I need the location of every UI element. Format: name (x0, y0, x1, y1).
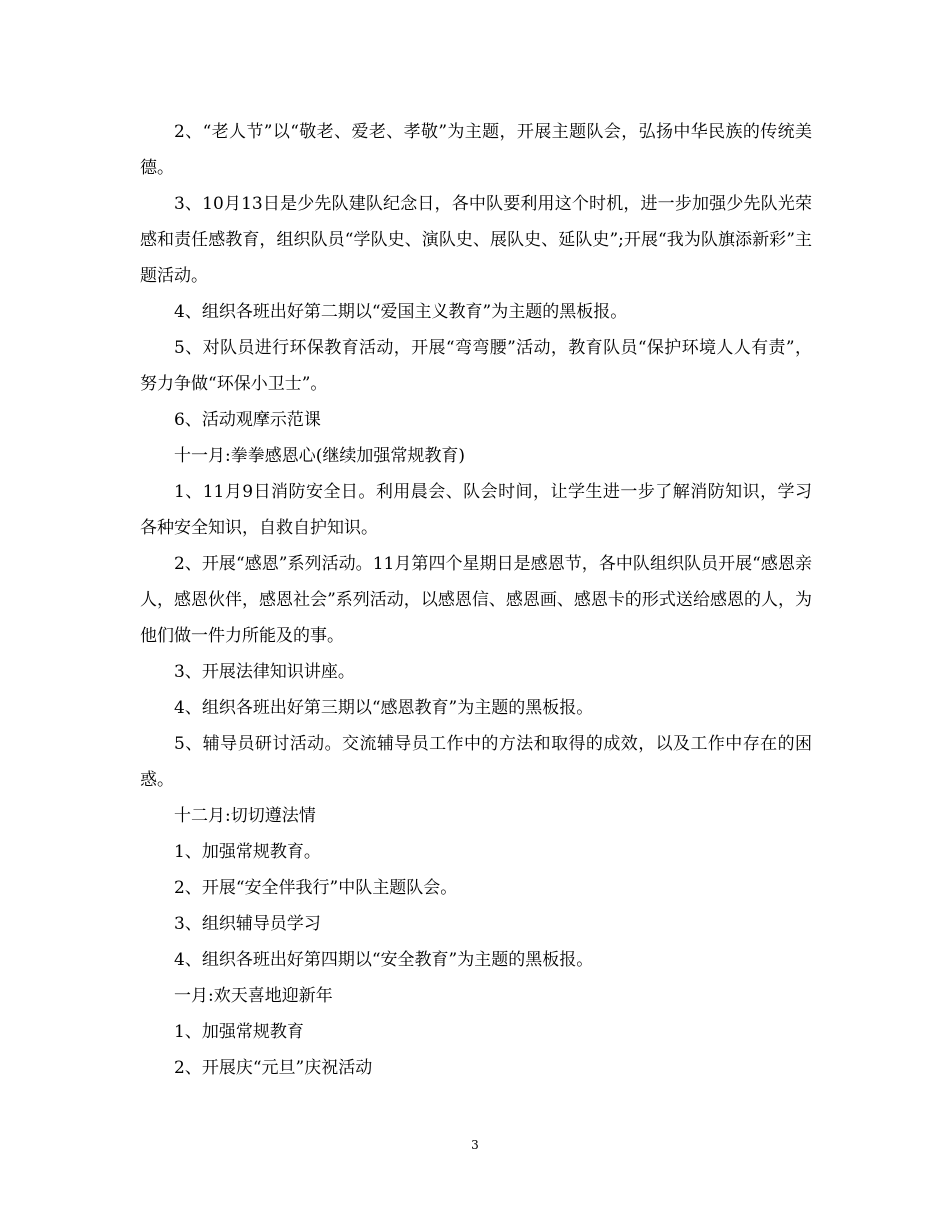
paragraph: 1、11月9日消防安全日。利用晨会、队会时间，让学生进一步了解消防知识，学习各种安全知识，自救自护知识。 (140, 482, 812, 538)
paragraph: 2、开展庆“元旦”庆祝活动 (174, 1058, 373, 1078)
paragraph: 4、组织各班出好第二期以“爱国主义教育”为主题的黑板报。 (174, 302, 628, 322)
paragraph: 1、加强常规教育 (174, 1022, 304, 1042)
paragraph: 3、10月13日是少先队建队纪念日，各中队要利用这个时机，进一步加强少先队光荣感和责任感教育，组织队员“学队史、演队史、展队史、延队史”;开展“我为队旗添新彩”主题活动。 (140, 194, 812, 286)
paragraph: 5、辅导员研讨活动。交流辅导员工作中的方法和取得的成效，以及工作中存在的困惑。 (140, 734, 812, 790)
section-heading-january: 一月:欢天喜地迎新年 (174, 986, 333, 1006)
paragraph: 4、组织各班出好第四期以“安全教育”为主题的黑板报。 (174, 950, 594, 970)
paragraph: 2、“老人节”以“敬老、爱老、孝敬”为主题，开展主题队会，弘扬中华民族的传统美德。 (140, 122, 812, 178)
paragraph: 2、开展“安全伴我行”中队主题队会。 (174, 878, 458, 898)
paragraph: 5、对队员进行环保教育活动，开展“弯弯腰”活动，教育队员“保护环境人人有责”，努力争做“环保小卫士”。 (140, 338, 812, 394)
paragraph: 1、加强常规教育。 (174, 842, 321, 862)
paragraph: 3、开展法律知识讲座。 (174, 662, 355, 682)
paragraph: 3、组织辅导员学习 (174, 914, 321, 934)
paragraph: 4、组织各班出好第三期以“感恩教育”为主题的黑板报。 (174, 698, 594, 718)
page-number: 3 (471, 1138, 479, 1152)
paragraph: 6、活动观摩示范课 (174, 410, 321, 430)
document-body (140, 114, 812, 1086)
section-heading-november: 十一月:拳拳感恩心(继续加强常规教育) (174, 446, 465, 466)
section-heading-december: 十二月:切切遵法情 (174, 806, 316, 826)
paragraph: 2、开展“感恩”系列活动。11月第四个星期日是感恩节，各中队组织队员开展“感恩亲人，感恩伙伴，感恩社会”系列活动，以感恩信、感恩画、感恩卡的形式送给感恩的人，为他们做一件力所能及的事。 (140, 554, 812, 646)
